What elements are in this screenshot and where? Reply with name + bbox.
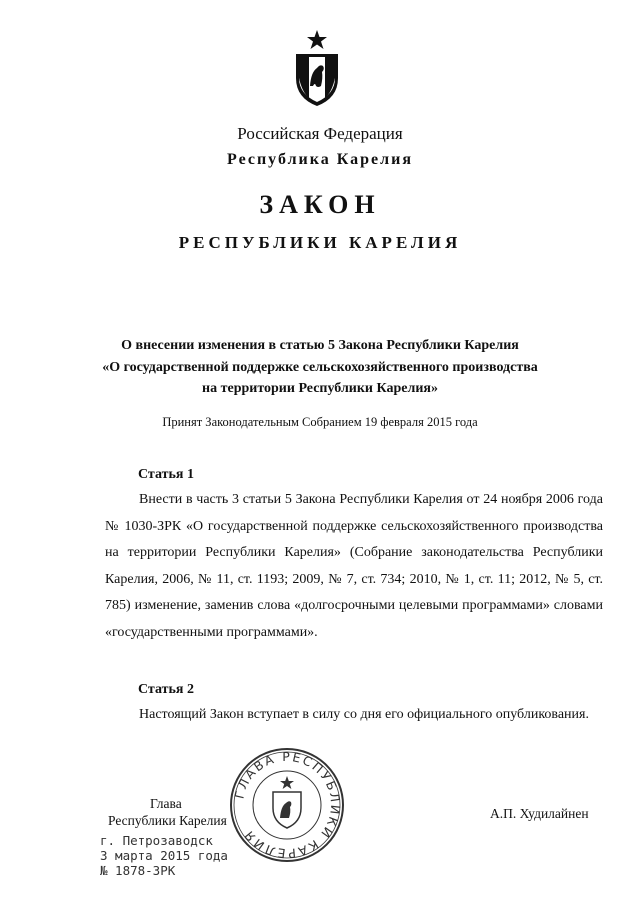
seal-text: ГЛАВА РЕСПУБЛИКИ КАРЕЛИЯ [231, 748, 344, 862]
law-heading: ЗАКОН [259, 190, 381, 219]
republic-name: Республика Карелия [227, 151, 413, 168]
law-title-line-2: «О государственной поддержке сельскохозяйственного производства [102, 360, 538, 375]
signatory-position-line-2: Республики Карелия [108, 813, 227, 828]
registration-date: 3 марта 2015 года [100, 848, 228, 863]
signatory-name: А.П. Худилайнен [490, 806, 589, 821]
registration-number: № 1878-ЗРК [100, 863, 176, 878]
adoption-note: Принят Законодательным Собранием 19 февраля 2015 года [162, 415, 478, 429]
coat-of-arms-icon [290, 28, 344, 108]
signatory-position-line-1: Глава [150, 796, 182, 811]
law-subheading: РЕСПУБЛИКИ КАРЕЛИЯ [178, 233, 462, 252]
law-title-line-1: О внесении изменения в статью 5 Закона Республики Карелия [121, 338, 519, 353]
federation-name: Российская Федерация [237, 124, 403, 143]
article-2-heading: Статья 2 [138, 682, 194, 697]
law-title-line-3: на территории Республики Карелия» [202, 381, 438, 396]
official-seal-icon [228, 746, 346, 864]
article-1-heading: Статья 1 [138, 467, 194, 482]
article-2-text: Настоящий Закон вступает в силу со дня его официального опубликования. [139, 707, 589, 722]
registration-place: г. Петрозаводск [100, 833, 213, 848]
article-1-text: Внести в часть 3 статьи 5 Закона Республики Карелия от 24 ноября 2006 года № 1030-ЗРК «О государственной поддержке сельскохозяйственного производства на территории Республики Карелия» (Собрание законодательства Республики Карелия, 2006, № 11, ст. 1193; 2009, № 7, ст. 734; 2010, № 1, ст. 11; 2012, № 5, ст. 785) изменение, заменив слова «долгосрочными целевыми программами» словами «государственными программами». [105, 492, 603, 640]
